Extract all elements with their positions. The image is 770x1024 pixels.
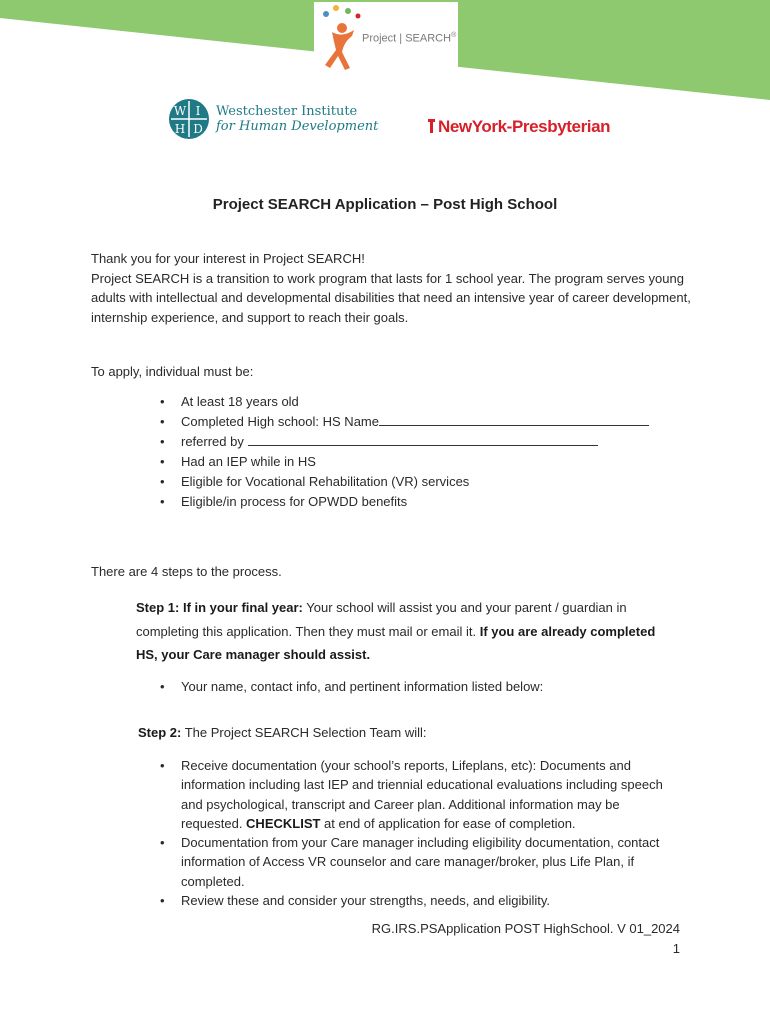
page-footer	[372, 919, 680, 959]
project-search-logo-text: Project | SEARCH®	[362, 32, 457, 45]
list-item: • At least 18 years old	[160, 392, 680, 412]
step1-list	[160, 677, 680, 697]
step2-list	[160, 756, 670, 910]
whd-logo-text	[216, 104, 378, 134]
list-item: • Eligible for Vocational Rehabilitation (VR) services	[160, 472, 680, 492]
page-title: Project SEARCH Application – Post High School	[212, 196, 558, 213]
step1-paragraph	[136, 596, 666, 667]
steps-intro: There are 4 steps to the process.	[91, 564, 282, 579]
svg-text:W: W	[173, 104, 187, 118]
list-item: • Eligible/in process for OPWDD benefits	[160, 492, 680, 512]
page-number: 1	[672, 941, 680, 956]
list-item: • Receive documentation (your school’s reports, Lifeplans, etc): Documents and information including last IEP and triennial educational evaluations including speech and psychological, transcript and Career plan. Additional information may be requested. CHECKLIST at end of application for ease of completion.	[160, 756, 670, 833]
list-item: • Review these and consider your strengths, needs, and eligibility.	[160, 891, 670, 910]
whd-line2: for Human Development	[216, 119, 379, 134]
document-code: RG.IRS.PSApplication POST HighSchool. V 01_2024	[371, 921, 680, 936]
apply-heading: To apply, individual must be:	[91, 364, 254, 379]
svg-text:H: H	[174, 122, 186, 136]
intro-paragraph	[91, 249, 691, 327]
whd-emblem-icon	[168, 98, 210, 140]
intro-body: Project SEARCH is a transition to work program that lasts for 1 school year. The program serves young adults with intellectual and developmental disabilities that need an intensive year of career development, internship experience, and support to reach their goals.	[91, 270, 691, 325]
intro-line1: Thank you for your interest in Project SEARCH!	[91, 251, 365, 266]
list-item: • Documentation from your Care manager including eligibility documentation, contact information of Access VR counselor and care manager/broker, plus Life Plan, if completed.	[160, 833, 670, 891]
list-item: • referred by	[160, 432, 680, 452]
list-item: • Had an IEP while in HS	[160, 452, 680, 472]
referred-by-field[interactable]	[248, 434, 598, 446]
svg-text:D: D	[193, 122, 203, 136]
svg-text:I: I	[195, 104, 201, 118]
nyp-mark-icon	[428, 119, 435, 133]
hs-name-field[interactable]	[379, 414, 649, 426]
apply-requirements-list	[160, 392, 680, 512]
checklist-label: CHECKLIST	[246, 815, 321, 831]
step1-text: Your school will assist you and your parent / guardian in completing this application. Then they must mail or email it.	[136, 600, 627, 639]
whd-line1: Westchester Institute	[216, 104, 358, 119]
step2-heading: Step 2: The Project SEARCH Selection Team will:	[138, 725, 427, 740]
step1-bold: If you are already completed HS, your Care manager should assist.	[136, 623, 656, 662]
project-search-logo	[314, 2, 458, 74]
list-item: • Your name, contact info, and pertinent information listed below:	[160, 677, 680, 697]
step1-label: Step 1: If in your final year:	[136, 600, 303, 615]
nyp-logo: NewYork-Presbyterian	[428, 117, 610, 137]
step2-label: Step 2:	[138, 725, 182, 740]
list-item: • Completed High school: HS Name	[160, 412, 680, 432]
whd-logo	[168, 98, 383, 140]
